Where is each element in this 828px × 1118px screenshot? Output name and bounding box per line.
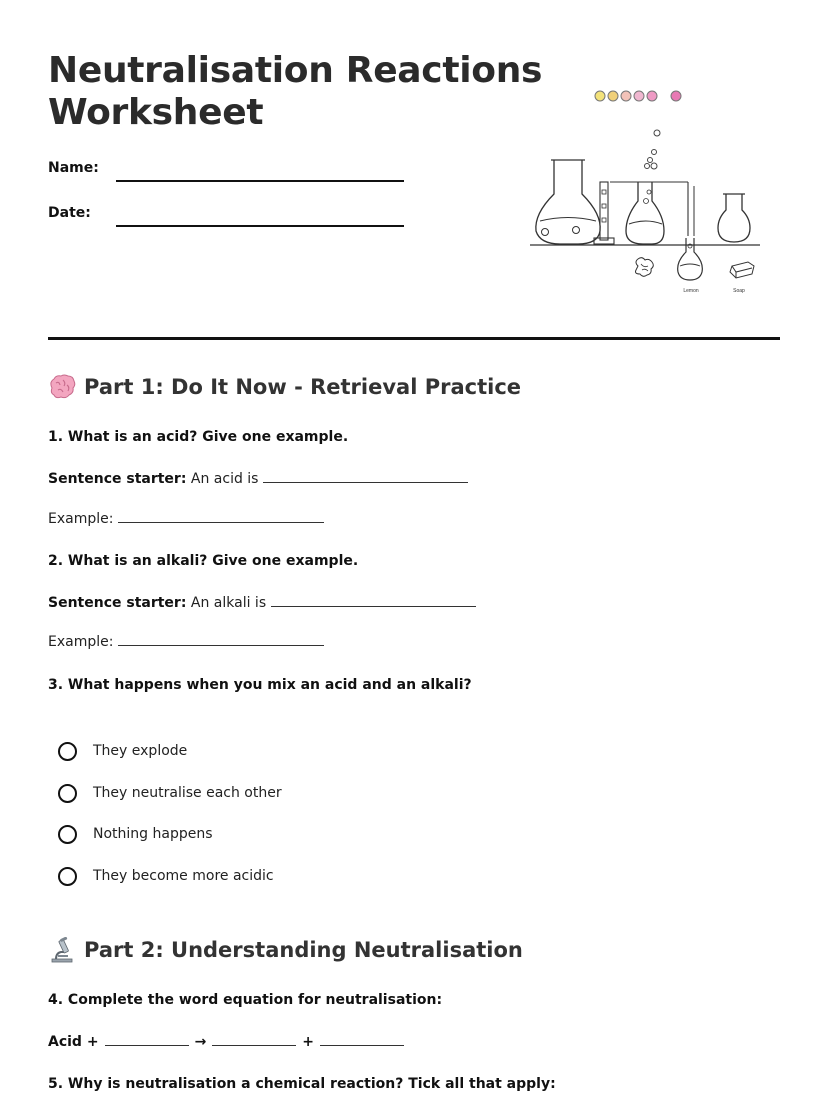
small-flask-right (718, 194, 750, 242)
q1-starter-text: An acid is (186, 471, 263, 487)
brain-icon (48, 374, 76, 400)
radio-circle[interactable] (58, 784, 77, 803)
round-flask-left (536, 160, 600, 244)
title-line-1: Neutralisation Reactions (48, 50, 543, 91)
q1-example-blank[interactable] (118, 510, 324, 523)
radio-circle[interactable] (58, 742, 77, 761)
q3-option-1[interactable] (58, 739, 187, 763)
q2-example (48, 633, 324, 650)
question-5: 5. Why is neutralisation a chemical reaction? Tick all that apply: (48, 1076, 556, 1092)
q1-example (48, 510, 324, 527)
part1-heading-text: Part 1: Do It Now - Retrieval Practice (84, 375, 522, 399)
dot-2 (608, 91, 618, 101)
bubbles (645, 130, 661, 169)
eq-arrow: → (194, 1034, 207, 1050)
q3-option-3[interactable] (58, 822, 213, 846)
part1-heading (48, 374, 521, 400)
q1-answer-blank[interactable] (263, 470, 468, 483)
date-line[interactable] (116, 225, 404, 227)
part2-heading-text: Part 2: Understanding Neutralisation (84, 938, 523, 962)
q1-example-label: Example: (48, 511, 118, 527)
eq-blank-alkali[interactable] (105, 1033, 189, 1046)
dot-1 (595, 91, 605, 101)
eq-blank-water[interactable] (320, 1033, 404, 1046)
dot-4 (634, 91, 644, 101)
radio-circle[interactable] (58, 825, 77, 844)
question-3: 3. What happens when you mix an acid and an alkali? (48, 677, 472, 693)
q3-option-2[interactable] (58, 781, 282, 805)
name-label: Name: (48, 160, 99, 176)
question-2: 2. What is an alkali? Give one example. (48, 553, 359, 569)
q3-option-2-label: They neutralise each other (93, 785, 282, 801)
microscope-icon (48, 937, 76, 963)
question-4: 4. Complete the word equation for neutralisation: (48, 992, 443, 1008)
q2-starter-label: Sentence starter: (48, 595, 187, 611)
q3-option-4-label: They become more acidic (93, 868, 274, 884)
question-1: 1. What is an acid? Give one example. (48, 429, 349, 445)
eq-plus: + (302, 1034, 315, 1050)
eq-acid: Acid + (48, 1034, 99, 1050)
worksheet-title (48, 50, 542, 134)
eq-blank-salt[interactable] (212, 1033, 296, 1046)
word-equation (48, 1033, 410, 1050)
q1-starter-label: Sentence starter: (48, 471, 187, 487)
dot-6 (671, 91, 681, 101)
q2-sentence-starter (48, 594, 476, 611)
header-divider (48, 337, 780, 340)
soap-caption: Soap (733, 288, 745, 294)
q2-answer-blank[interactable] (271, 594, 476, 607)
burette-stand (600, 182, 608, 240)
q3-option-4[interactable] (58, 864, 274, 888)
q2-starter-text: An alkali is (186, 595, 271, 611)
q2-example-label: Example: (48, 634, 118, 650)
q2-example-blank[interactable] (118, 633, 324, 646)
q1-sentence-starter (48, 470, 468, 487)
part2-heading (48, 937, 523, 963)
dot-3 (621, 91, 631, 101)
q3-option-3-label: Nothing happens (93, 826, 213, 842)
conical-flask (626, 182, 664, 244)
date-label: Date: (48, 205, 91, 221)
lemon-caption: Lemon (683, 288, 699, 294)
color-dots (595, 91, 681, 101)
q3-option-1-label: They explode (93, 743, 188, 759)
dot-5 (647, 91, 657, 101)
radio-circle[interactable] (58, 867, 77, 886)
title-line-2: Worksheet (48, 92, 264, 133)
soap-doodle (730, 262, 754, 278)
lab-illustration (528, 86, 766, 296)
lemon-doodle (636, 258, 654, 277)
name-line[interactable] (116, 180, 404, 182)
